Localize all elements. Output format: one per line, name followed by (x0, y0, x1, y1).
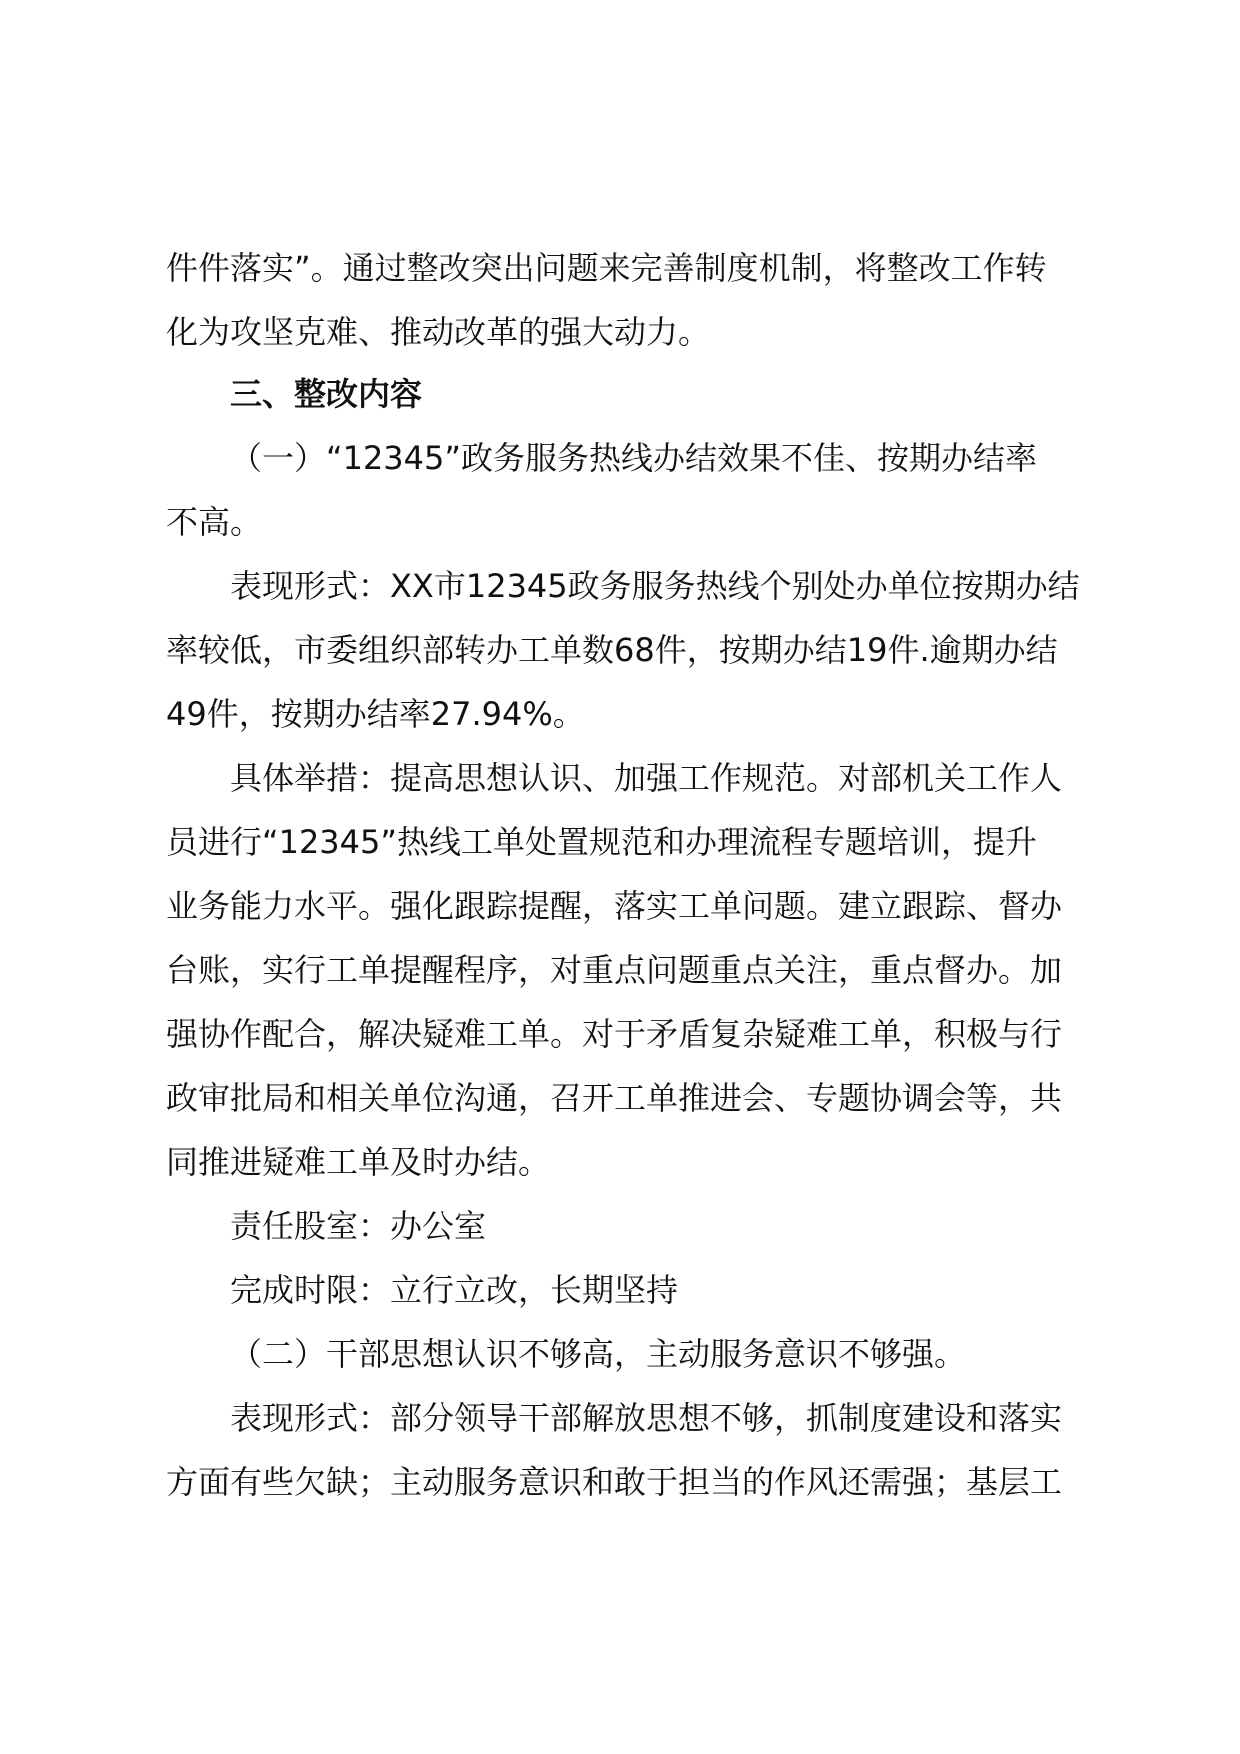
body-text-line: 49件，按期办结率27.94%。 (166, 695, 585, 733)
body-text-line: 表现形式：部分领导干部解放思想不够，抓制度建设和落实 (230, 1399, 1063, 1437)
body-text-line: 不高。 (166, 503, 263, 541)
subsection-heading: （二）干部思想认识不够高，主动服务意识不够强。 (230, 1335, 967, 1373)
body-text-line: 员进行“12345”热线工单处置规范和办理流程专题培训，提升 (166, 823, 1037, 861)
body-text-line: 强协作配合，解决疑难工单。对于矛盾复杂疑难工单，积极与行 (166, 1015, 1063, 1053)
body-text-line: 政审批局和相关单位沟通，召开工单推进会、专题协调会等，共 (166, 1079, 1063, 1117)
body-text-line: 业务能力水平。强化跟踪提醒，落实工单问题。建立跟踪、督办 (166, 887, 1063, 925)
body-text-line: 表现形式：XX市12345政务服务热线个别处办单位按期办结 (230, 567, 1080, 605)
body-text-line: 责任股室：办公室 (230, 1207, 487, 1245)
body-text-line: 具体举措：提高思想认识、加强工作规范。对部机关工作人 (230, 759, 1063, 797)
body-text-line: 化为攻坚克难、推动改革的强大动力。 (166, 313, 711, 351)
body-text-line: 完成时限：立行立改，长期坚持 (230, 1271, 679, 1309)
body-text-line: 率较低，市委组织部转办工单数68件，按期办结19件.逾期办结 (166, 631, 1058, 669)
subsection-heading: （一）“12345”政务服务热线办结效果不佳、按期办结率 (230, 439, 1037, 477)
body-text-line: 台账，实行工单提醒程序，对重点问题重点关注，重点督办。加 (166, 951, 1063, 989)
body-text-line: 件件落实”。通过整改突出问题来完善制度机制，将整改工作转 (166, 249, 1047, 287)
body-text-line: 同推进疑难工单及时办结。 (166, 1143, 551, 1181)
body-text-line: 方面有些欠缺；主动服务意识和敢于担当的作风还需强；基层工 (166, 1463, 1063, 1501)
section-heading: 三、整改内容 (230, 375, 423, 413)
